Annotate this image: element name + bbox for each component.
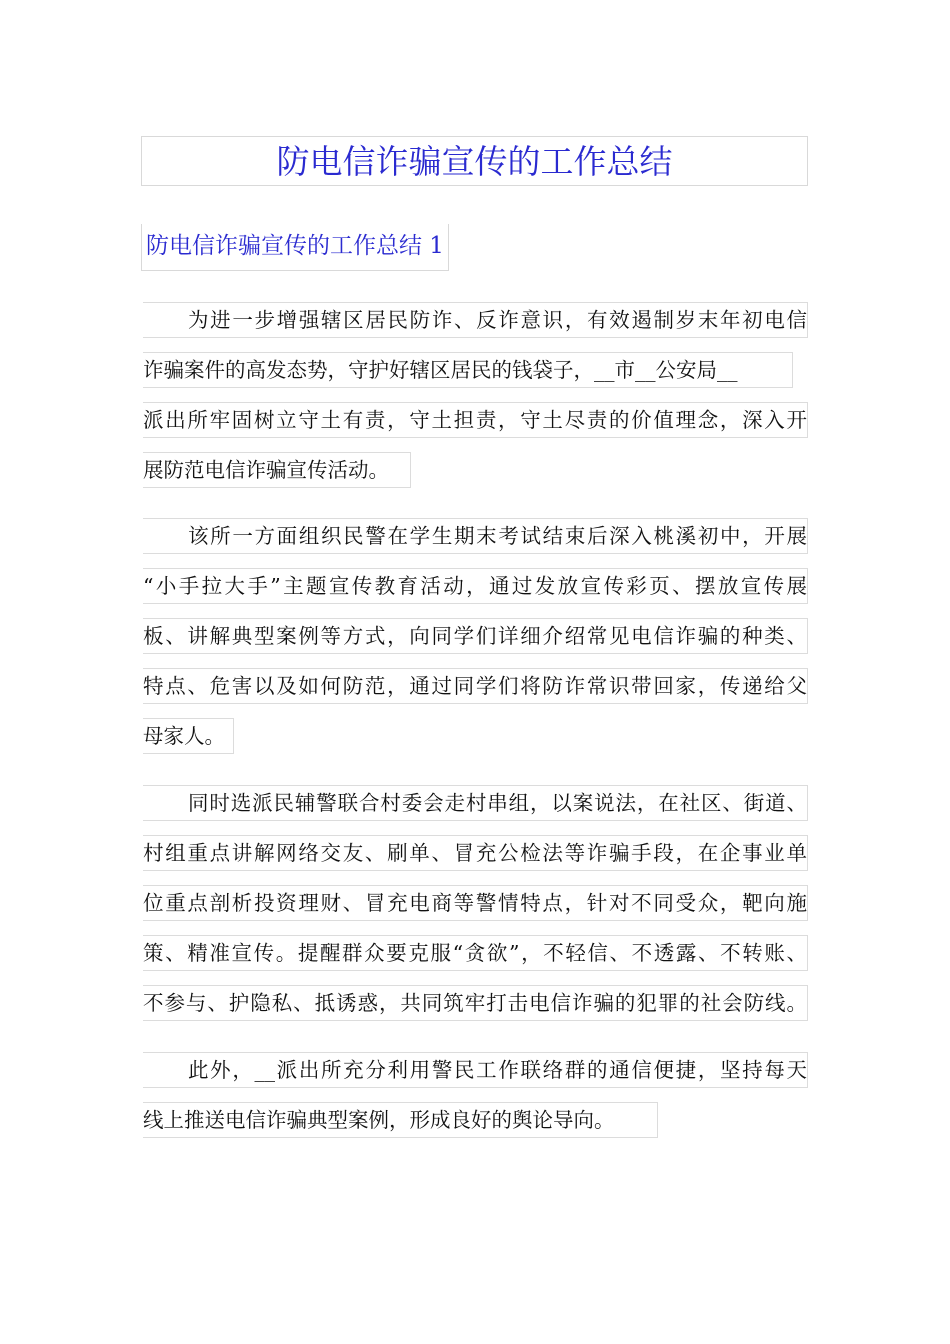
paragraph-4-line-2: 线上推送电信诈骗典型案例，形成良好的舆论导向。 (143, 1102, 658, 1138)
paragraph-3-line-2: 村组重点讲解网络交友、刷单、冒充公检法等诈骗手段，在企事业单 (143, 835, 808, 871)
paragraph-1-line-2: 诈骗案件的高发态势，守护好辖区居民的钱袋子，__市__公安局__ (143, 352, 793, 388)
paragraph-1-line-3: 派出所牢固树立守土有责，守土担责，守土尽责的价值理念，深入开 (143, 402, 808, 438)
paragraph-3-line-1: 同时选派民辅警联合村委会走村串组，以案说法，在社区、街道、 (143, 785, 808, 821)
section-heading: 防电信诈骗宣传的工作总结 1 (141, 224, 449, 271)
paragraph-3-line-3: 位重点剖析投资理财、冒充电商等警情特点，针对不同受众，靶向施 (143, 885, 808, 921)
paragraph-4-line-1: 此外，__派出所充分利用警民工作联络群的通信便捷，坚持每天 (143, 1052, 808, 1088)
paragraph-1-line-4: 展防范电信诈骗宣传活动。 (143, 452, 411, 488)
paragraph-2-line-2: “小手拉大手”主题宣传教育活动，通过发放宣传彩页、摆放宣传展 (143, 568, 808, 604)
paragraph-3-line-5: 不参与、护隐私、抵诱惑，共同筑牢打击电信诈骗的犯罪的社会防线。 (143, 985, 808, 1021)
paragraph-2-line-3: 板、讲解典型案例等方式，向同学们详细介绍常见电信诈骗的种类、 (143, 618, 808, 654)
paragraph-1-line-1: 为进一步增强辖区居民防诈、反诈意识，有效遏制岁末年初电信 (143, 302, 808, 338)
paragraph-3-line-4: 策、精准宣传。提醒群众要克服“贪欲”，不轻信、不透露、不转账、 (143, 935, 808, 971)
document-title: 防电信诈骗宣传的工作总结 (141, 136, 808, 186)
paragraph-2-line-1: 该所一方面组织民警在学生期末考试结束后深入桃溪初中，开展 (143, 518, 808, 554)
paragraph-2-line-4: 特点、危害以及如何防范，通过同学们将防诈常识带回家，传递给父 (143, 668, 808, 704)
paragraph-2-line-5: 母家人。 (143, 718, 234, 754)
